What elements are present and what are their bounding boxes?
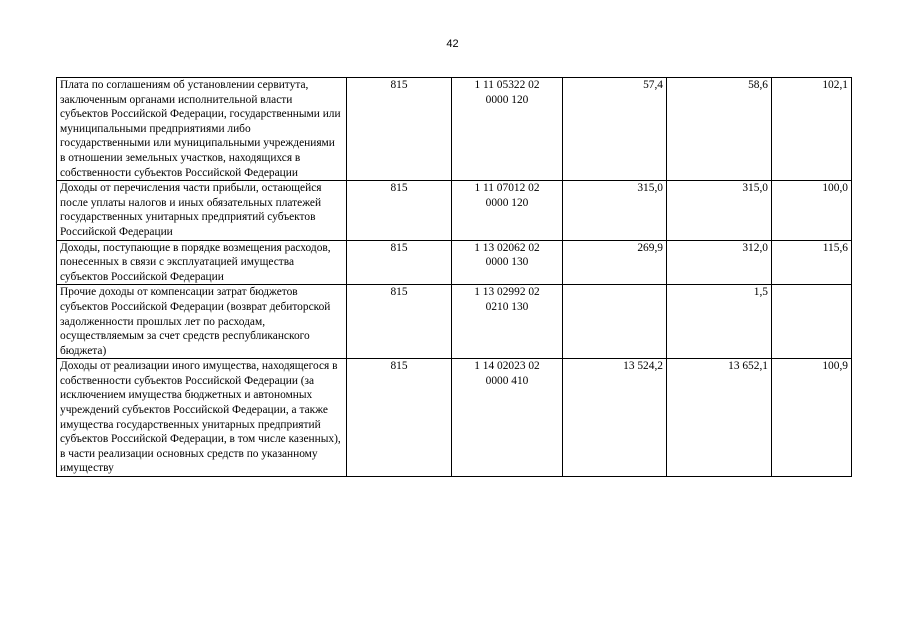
budget-code-line-2: 0000 120 — [485, 196, 529, 209]
row-percent-cell: 102,1 — [772, 78, 852, 181]
budget-code-line-1: 1 11 05322 02 — [474, 79, 540, 91]
row-value-2-cell: 13 652,1 — [667, 359, 772, 477]
row-percent-cell — [772, 285, 852, 359]
table-row — [57, 78, 852, 181]
budget-code-line-2: 0210 130 — [485, 300, 529, 313]
row-value-1-cell: 13 524,2 — [563, 359, 667, 477]
table-row — [57, 359, 852, 477]
table-row — [57, 285, 852, 359]
budget-code-line-2: 0000 130 — [485, 256, 529, 269]
row-budget-code-cell — [452, 285, 563, 359]
row-admin-code-cell: 815 — [347, 359, 452, 477]
row-percent-cell: 100,0 — [772, 181, 852, 240]
row-name-cell: Доходы от перечисления части прибыли, остающейся после уплаты налогов и иных обязательных платежей государственных унитарных предприятий субъектов Российской Федерации — [57, 181, 347, 240]
row-name-cell: Плата по соглашениям об установлении сервитута, заключенным органами исполнительной власти субъектов Российской Федерации, государственными или муниципальными предприятиями либо государственными или муниципальными учреждениями в отношении земельных участков, находящихся в собственности субъектов Российской Федерации — [57, 78, 347, 181]
row-admin-code-cell: 815 — [347, 181, 452, 240]
row-value-2-cell: 315,0 — [667, 181, 772, 240]
row-admin-code-cell: 815 — [347, 285, 452, 359]
budget-code-line-1: 1 11 07012 02 — [474, 182, 540, 195]
table-row — [57, 181, 852, 240]
row-percent-cell: 115,6 — [772, 240, 852, 285]
table-row — [57, 240, 852, 285]
row-value-1-cell — [563, 285, 667, 359]
row-budget-code-cell — [452, 240, 563, 285]
row-name-cell: Доходы от реализации иного имущества, находящегося в собственности субъектов Российской Федерации (за исключением имущества бюджетных и автономных учреждений субъектов Российской Федерации, а также имущества государственных унитарных предприятий субъектов Российской Федерации, в том числе казенных), в части реализации основных средств по указанному имуществу — [57, 359, 347, 477]
row-value-2-cell: 312,0 — [667, 240, 772, 285]
budget-code-line-2: 0000 410 — [485, 374, 529, 387]
budget-code-line-1: 1 13 02992 02 — [474, 286, 540, 299]
revenue-table — [56, 77, 852, 477]
page-number: 42 — [446, 38, 459, 50]
row-admin-code-cell: 815 — [347, 240, 452, 285]
row-value-1-cell: 315,0 — [563, 181, 667, 240]
row-name-cell: Доходы, поступающие в порядке возмещения расходов, понесенных в связи с эксплуатацией имущества субъектов Российской Федерации — [57, 240, 347, 285]
row-value-2-cell: 1,5 — [667, 285, 772, 359]
row-budget-code-cell — [452, 359, 563, 477]
row-value-2-cell: 58,6 — [667, 78, 772, 181]
row-name-cell: Прочие доходы от компенсации затрат бюджетов субъектов Российской Федерации (возврат дебиторской задолженности прошлых лет по расходам, осуществляемым за счет средств республиканского бюджета) — [57, 285, 347, 359]
row-percent-cell: 100,9 — [772, 359, 852, 477]
row-value-1-cell: 269,9 — [563, 240, 667, 285]
budget-code-line-1: 1 13 02062 02 — [474, 241, 540, 254]
budget-code-line-2: 0000 120 — [485, 93, 529, 106]
row-admin-code-cell: 815 — [347, 78, 452, 181]
row-budget-code-cell — [452, 181, 563, 240]
row-budget-code-cell — [452, 78, 563, 181]
row-value-1-cell: 57,4 — [563, 78, 667, 181]
budget-code-line-1: 1 14 02023 02 — [474, 360, 540, 373]
